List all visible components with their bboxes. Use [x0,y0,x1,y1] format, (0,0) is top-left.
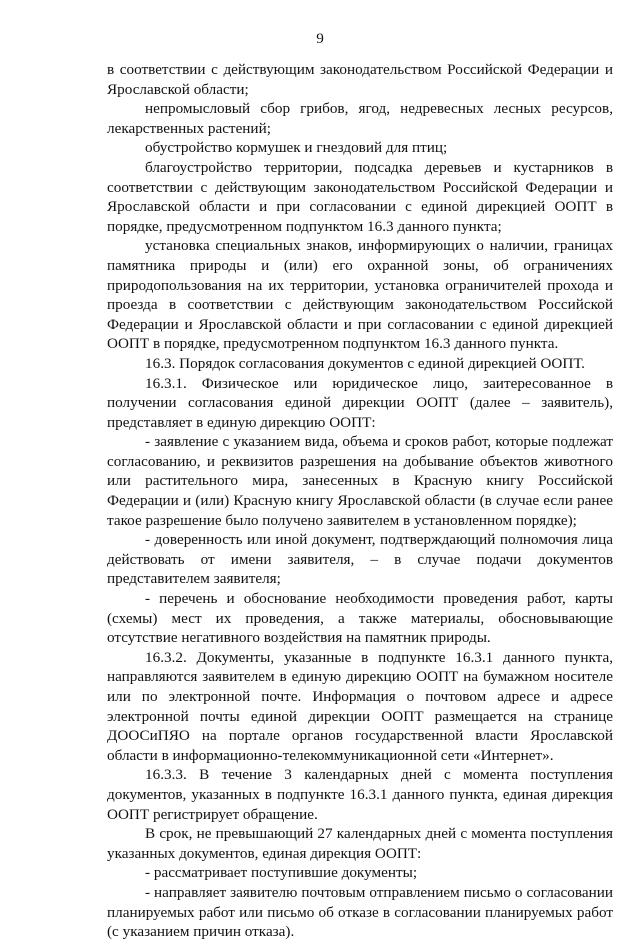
paragraph: В срок, не превышающий 27 календарных дней с момента поступления указанных документов, единая дирекция ООПТ: [107,825,613,862]
paragraph: в соответствии с действующим законодательством Российской Федерации и Ярославской области; [107,61,613,98]
paragraph: непромысловый сбор грибов, ягод, недревесных лесных ресурсов, лекарственных растений; [107,100,613,137]
paragraph: 16.3.1. Физическое или юридическое лицо, заитересованное в получении согласования единой дирекции ООПТ (далее – заявитель), представляет в единую дирекцию ООПТ: [107,374,613,431]
document-body [107,60,613,942]
list-item: - доверенность или иной документ, подтверждающий полномочия лица действовать от имени заявителя, – в случае подачи документов представителем заявителя; [107,531,613,588]
list-item: - перечень и обоснование необходимости проведения работ, карты (схемы) мест их проведения, а также материалы, обосновывающие отсутствие негативного воздействия на памятник природы. [107,590,613,647]
paragraph: 16.3.3. В течение 3 календарных дней с момента поступления документов, указанных в подпункте 16.3.1 данного пункта, единая дирекция ООПТ регистрирует обращение. [107,766,613,823]
paragraph: благоустройство территории, подсадка деревьев и кустарников в соответствии с действующим законодательством Российской Федерации и Ярославской области и при согласовании с единой дирекцией ООПТ в порядке, предусмотренном подпунктом 16.3 данного пункта; [107,158,613,235]
list-item: - рассматривает поступившие документы; [145,864,418,882]
list-item: - заявление с указанием вида, объема и сроков работ, которые подлежат согласованию, и реквизитов разрешения на добывание объектов животного или растительного мира, занесенных в Красную книгу Российской Федерации и (или) Красную книгу Ярославской области (в случае если ранее такое разрешение было получено заявителем в установленном порядке); [107,433,613,529]
paragraph: обустройство кормушек и гнездовий для птиц; [145,139,448,157]
page-number: 9 [316,30,324,47]
list-item: - направляет заявителю почтовым отправлением письмо о согласовании планируемых работ или письмо об отказе в согласовании планируемых работ (с указанием причин отказа). [107,883,613,941]
paragraph: установка специальных знаков, информирующих о наличии, границах памятника природы и (или) его охранной зоны, об ограничениях природопользования на их территории, установка ограничителей прохода и проезда в соответствии с действующим законодательством Российской Федерации и Ярославской области и при согласовании с единой дирекцией ООПТ в порядке, предусмотренном подпунктом 16.3 данного пункта. [107,237,613,353]
paragraph: 16.3.2. Документы, указанные в подпункте 16.3.1 данного пункта, направляются заявителем в единую дирекцию ООПТ на бумажном носителе или по электронной почте. Информация о почтовом адресе и адресе электронной почты единой дирекции ООПТ размещается на странице ДООСиПЯО на портале органов государственной власти Ярославской области в информационно-телекоммуникационной сети «Интернет». [107,648,613,764]
section-heading: 16.3. Порядок согласования документов с единой дирекцией ООПТ. [145,354,585,372]
